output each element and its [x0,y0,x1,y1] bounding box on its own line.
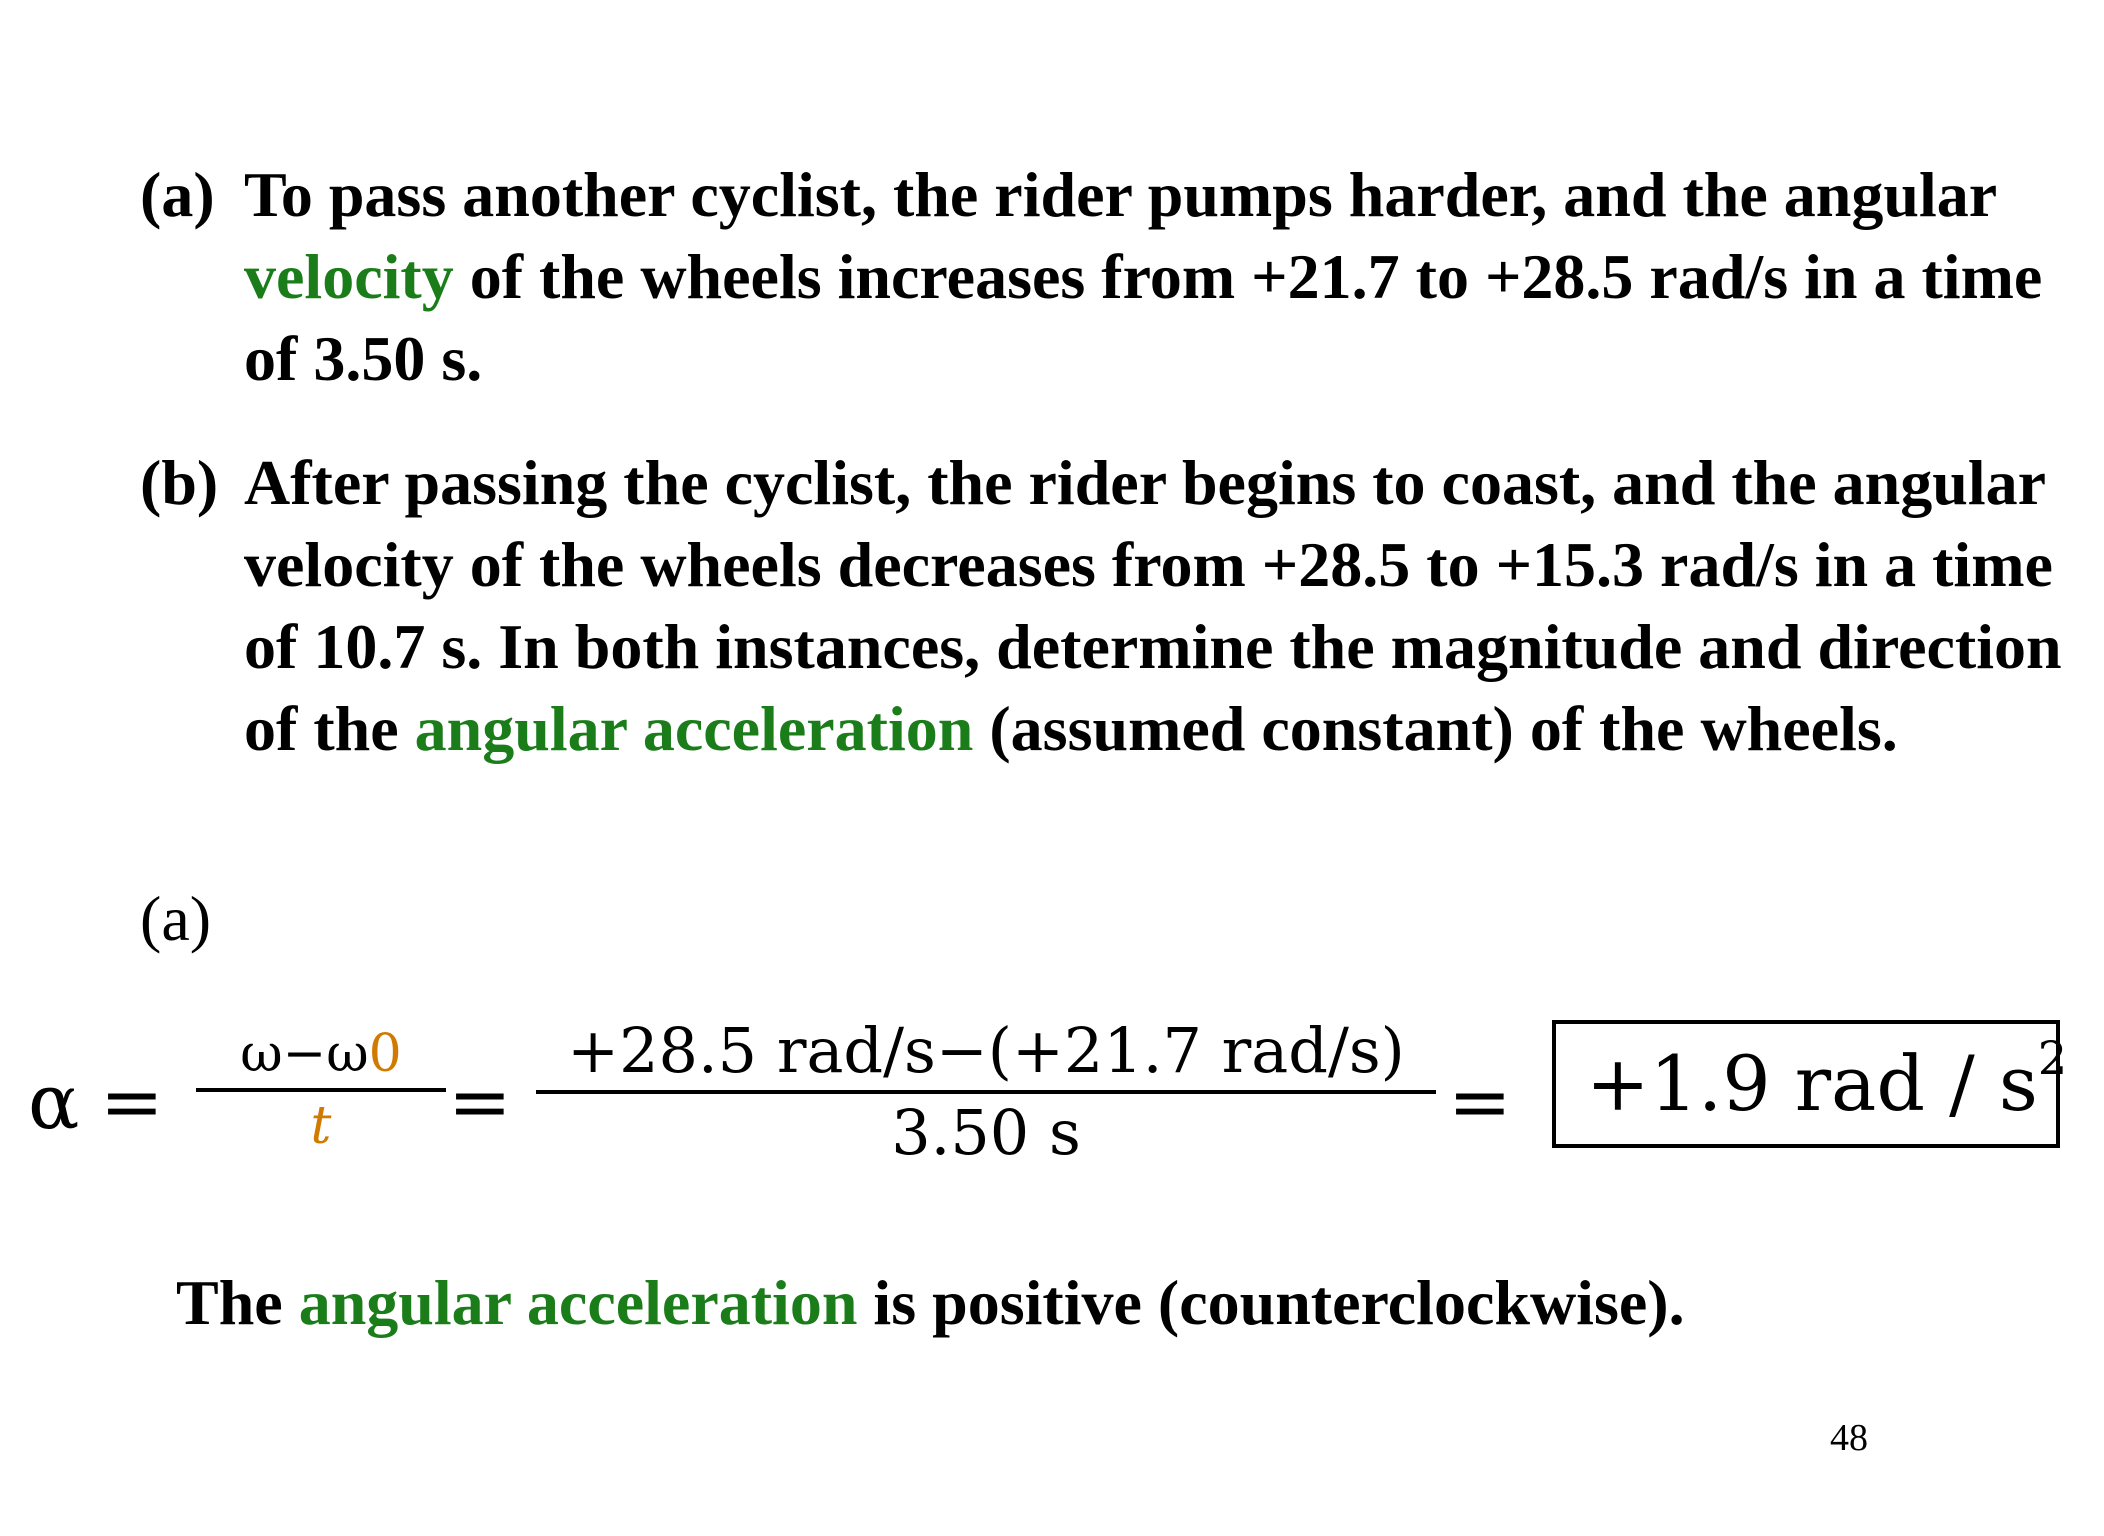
part-a-highlight-velocity: velocity [244,241,454,312]
definition-denominator: t [310,1096,332,1156]
calculation-fraction-bar [536,1090,1436,1094]
part-a-text [244,154,2104,400]
definition-fraction-bar [196,1088,446,1092]
part-b-text-1: After passing the cyclist, the rider begins to coast, and the angular velocity of the wheels decreases from +28.5 to +15.3 rad/s in a time of 10.7 s. In both instances, determine the magnitude and direction of the [244,447,2062,764]
calculation-denominator: 3.50 s [891,1096,1081,1169]
answer-box [1552,1020,2068,1148]
definition-fraction [196,1024,446,1156]
part-a-text-1: To pass another cyclist, the rider pumps harder, and the angular [244,159,1996,230]
part-b-text-2: (assumed constant) of the wheels. [973,693,1898,764]
equation [28,1010,2068,1180]
equals-sign-2: = [448,1057,512,1146]
equals-sign-1: = [100,1057,164,1146]
part-b-label: (b) [140,447,219,518]
equals-sign-3: = [1448,1057,1512,1146]
problem-part-a [140,154,2104,400]
part-a-label: (a) [140,159,215,230]
conclusion-highlight-angular-acceleration: angular acceleration [298,1267,858,1338]
omega-difference: ω−ω [240,1024,369,1084]
part-a-text-2: of the wheels increases from +21.7 to +28.5 rad/s in a time of 3.50 s. [244,241,2043,394]
conclusion [176,1262,1685,1344]
definition-numerator [196,1024,446,1084]
part-b-text [244,442,2104,770]
calculation-fraction [536,1016,1436,1168]
page-number: 48 [1830,1417,1868,1459]
answer-exponent: 2 [2037,1031,2068,1085]
answer-value: +1.9 rad / s [1586,1039,2038,1128]
conclusion-text-2: is positive (counterclockwise). [857,1267,1685,1338]
calculation-numerator: +28.5 rad/s−(+21.7 rad/s) [567,1014,1405,1087]
solution-label: (a) [140,883,212,954]
conclusion-text-1: The [176,1267,299,1338]
omega-subscript: 0 [368,1024,402,1084]
part-b-highlight-angular-acceleration: angular acceleration [414,693,974,764]
alpha-symbol: α [28,1057,80,1146]
problem-part-b [140,442,2104,770]
